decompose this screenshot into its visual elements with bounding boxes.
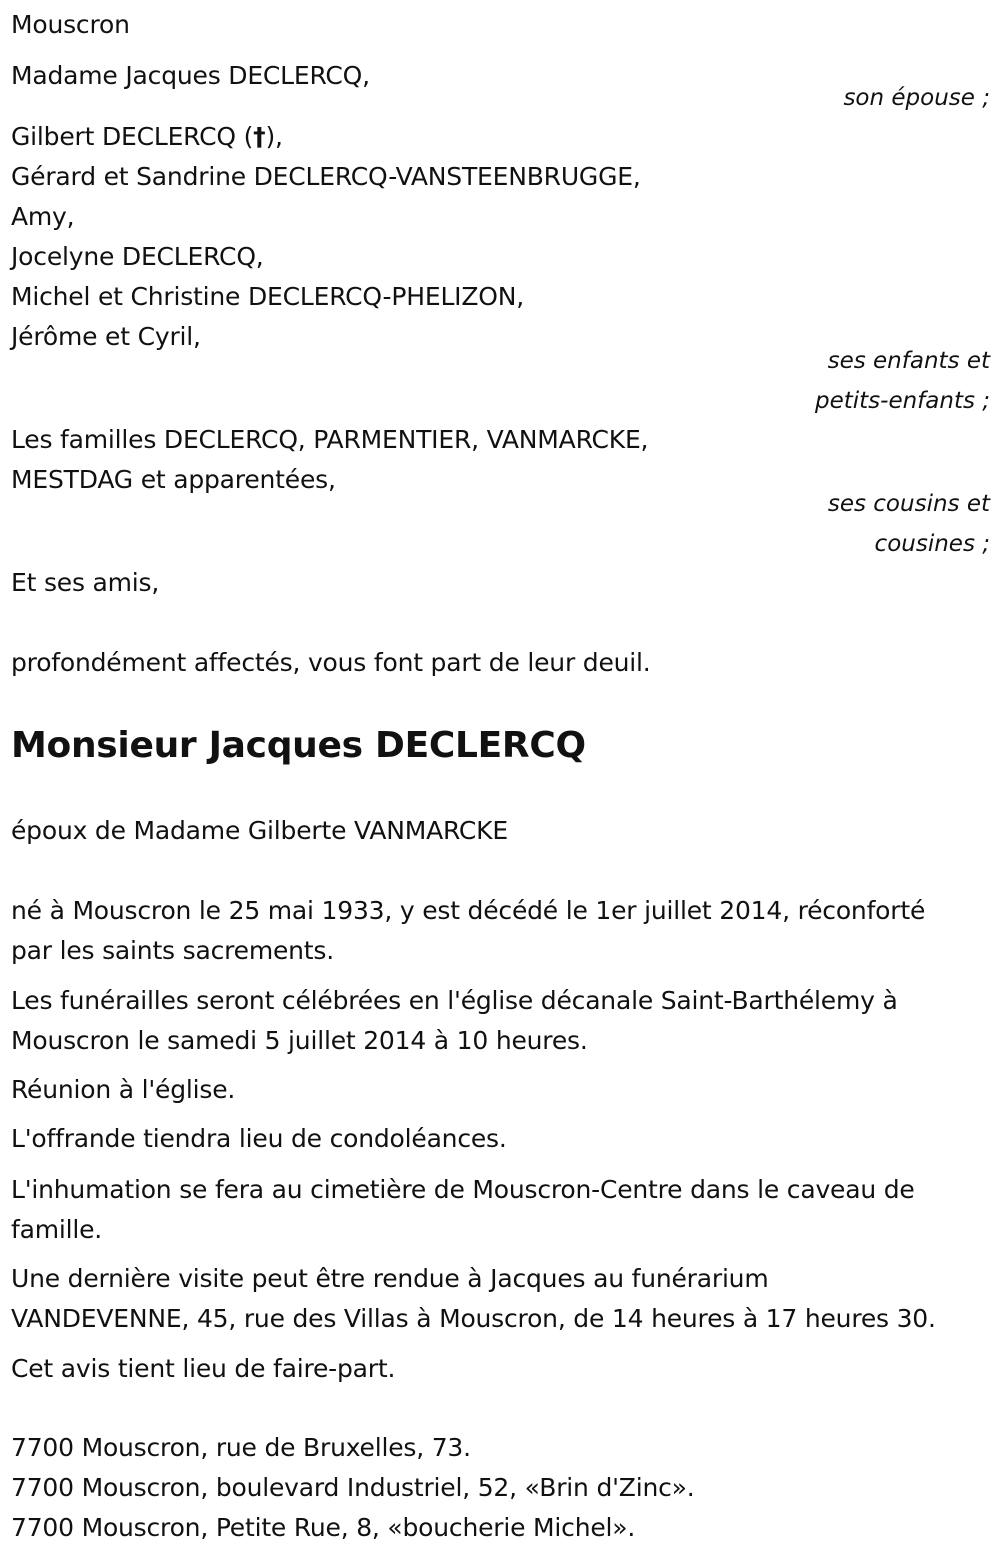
gilbert-suffix: ), <box>265 122 283 151</box>
spouse-of-line: époux de Madame Gilberte VANMARCKE <box>11 816 508 845</box>
child-line-gilbert <box>11 117 283 157</box>
gilbert-name: Gilbert DECLERCQ ( <box>11 122 254 151</box>
child-line: Jocelyne DECLERCQ, <box>11 242 264 271</box>
body-line: Réunion à l'église. <box>11 1075 236 1104</box>
body-line: L'offrande tiendra lieu de condoléances. <box>11 1124 507 1153</box>
spouse-relation: son épouse ; <box>843 85 990 111</box>
body-line: L'inhumation se fera au cimetière de Mouscron-Centre dans le caveau de <box>11 1175 915 1204</box>
address-line: 7700 Mouscron, Petite Rue, 8, «boucherie Michel». <box>11 1513 636 1542</box>
body-line: Une dernière visite peut être rendue à Jacques au funérarium <box>11 1264 769 1293</box>
deceased-name-heading: Monsieur Jacques DECLERCQ <box>11 725 586 766</box>
child-line: Michel et Christine DECLERCQ-PHELIZON, <box>11 282 525 311</box>
body-line: Mouscron le samedi 5 juillet 2014 à 10 heures. <box>11 1026 588 1055</box>
cross-icon: † <box>253 122 266 151</box>
body-line: famille. <box>11 1215 103 1244</box>
cousins-line: MESTDAG et apparentées, <box>11 465 336 494</box>
announcement-line: profondément affectés, vous font part de leur deuil. <box>11 648 651 677</box>
body-line: par les saints sacrements. <box>11 936 334 965</box>
children-relation-line1: ses enfants et <box>827 348 990 374</box>
child-line: Gérard et Sandrine DECLERCQ-VANSTEENBRUGGE, <box>11 162 641 191</box>
cousins-line: Les familles DECLERCQ, PARMENTIER, VANMARCKE, <box>11 425 649 454</box>
cousins-relation-line1: ses cousins et <box>827 491 990 517</box>
cousins-relation-line2: cousines ; <box>874 531 990 557</box>
body-line: Les funérailles seront célébrées en l'église décanale Saint-Barthélemy à <box>11 986 898 1015</box>
child-line: Jérôme et Cyril, <box>11 322 201 351</box>
body-line: né à Mouscron le 25 mai 1933, y est décédé le 1er juillet 2014, réconforté <box>11 896 926 925</box>
spouse-name: Madame Jacques DECLERCQ, <box>11 61 370 90</box>
friends-line: Et ses amis, <box>11 568 160 597</box>
address-line: 7700 Mouscron, boulevard Industriel, 52, «Brin d'Zinc». <box>11 1473 695 1502</box>
place-header: Mouscron <box>11 10 130 39</box>
body-line: VANDEVENNE, 45, rue des Villas à Mouscron, de 14 heures à 17 heures 30. <box>11 1304 936 1333</box>
children-relation-line2: petits-enfants ; <box>814 388 990 414</box>
child-line: Amy, <box>11 202 75 231</box>
address-line: 7700 Mouscron, rue de Bruxelles, 73. <box>11 1433 471 1462</box>
body-line: Cet avis tient lieu de faire-part. <box>11 1354 396 1383</box>
